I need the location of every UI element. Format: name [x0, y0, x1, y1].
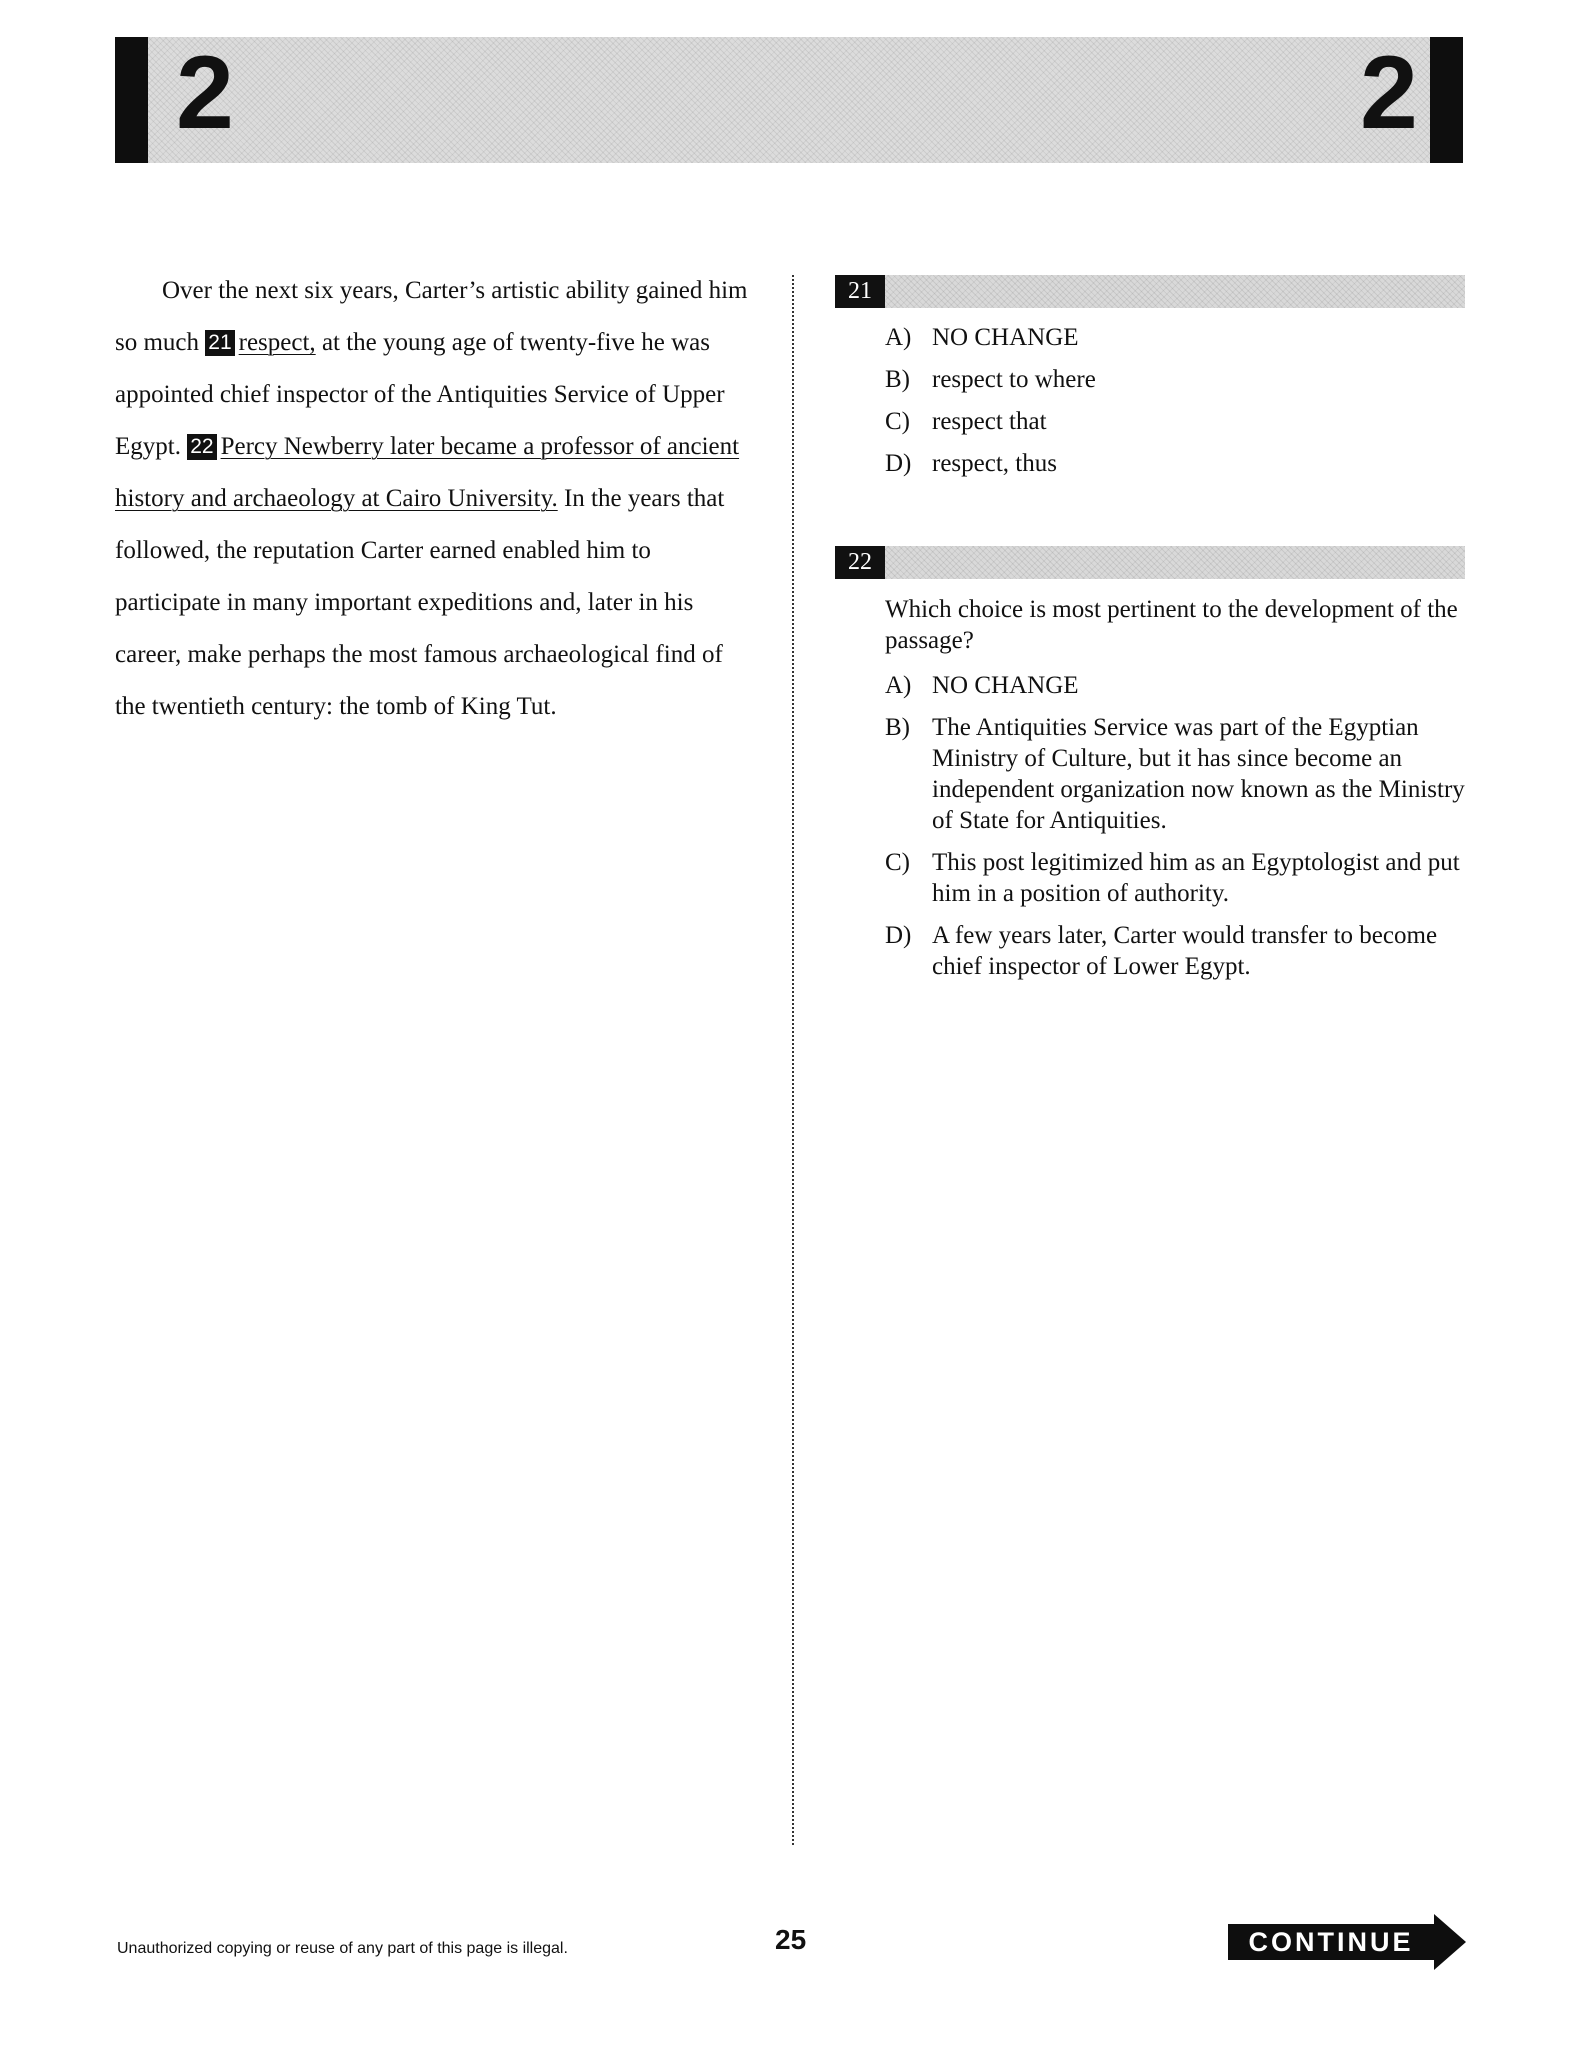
option-letter: C) — [885, 408, 910, 435]
question-21 — [885, 322, 1465, 490]
continue-label: CONTINUE — [1248, 1927, 1414, 1957]
continue-button[interactable] — [1228, 1914, 1466, 1970]
passage-paragraph — [115, 265, 755, 733]
answer-option-22-a[interactable] — [885, 670, 1465, 701]
answer-option-21-d[interactable] — [885, 448, 1465, 479]
page-number: 25 — [775, 1924, 807, 1955]
option-text: This post legitimized him as an Egyptologist and put him in a position of authority. — [932, 849, 1460, 907]
question-number-22: 22 — [835, 546, 885, 579]
option-text: NO CHANGE — [932, 324, 1079, 351]
answer-option-21-c[interactable] — [885, 406, 1465, 437]
underlined-portion-22: Percy Newberry later became a professor of ancient history and archaeology at Cairo University. — [115, 433, 740, 512]
section-header-band — [115, 37, 1463, 163]
question-marker-21: 21 — [205, 330, 234, 356]
copyright-notice: Unauthorized copying or reuse of any part of this page is illegal. — [117, 1940, 568, 1957]
answer-option-21-b[interactable] — [885, 364, 1465, 395]
question-22 — [885, 594, 1465, 993]
option-text: respect to where — [932, 366, 1096, 393]
question-stem-22: Which choice is most pertinent to the development of the passage? — [885, 596, 1458, 654]
underlined-portion-21: respect, — [238, 329, 316, 356]
section-number-right: 2 — [1360, 35, 1418, 151]
option-letter: A) — [885, 672, 912, 699]
option-letter: D) — [885, 450, 912, 477]
answer-option-22-c[interactable] — [885, 847, 1465, 909]
option-text: NO CHANGE — [932, 672, 1079, 699]
question-header-22 — [835, 546, 1465, 579]
option-text: The Antiquities Service was part of the Egyptian Ministry of Culture, but it has since become an independent organization now known as the Ministry of State for Antiquities. — [932, 714, 1465, 834]
answer-option-21-a[interactable] — [885, 322, 1465, 353]
question-number-21: 21 — [835, 275, 885, 308]
option-letter: C) — [885, 849, 910, 876]
option-letter: B) — [885, 714, 910, 741]
section-header-bar-right — [1430, 37, 1463, 163]
option-text: A few years later, Carter would transfer to become chief inspector of Lower Egypt. — [932, 922, 1438, 980]
option-text: respect that — [932, 408, 1047, 435]
passage — [115, 265, 755, 733]
passage-text: In the years that followed, the reputation Carter earned enabled him to participate in many important expeditions and, later in his career, make perhaps the most famous archaeological find of the twentieth century: the tomb of King Tut. — [115, 485, 725, 720]
answer-option-22-b[interactable] — [885, 712, 1465, 836]
option-letter: B) — [885, 366, 910, 393]
option-letter: D) — [885, 922, 912, 949]
answer-option-22-d[interactable] — [885, 920, 1465, 982]
section-header-bar-left — [115, 37, 148, 163]
passage-text: at the young age of twenty-five he was appointed chief inspector of the Antiquities Service of Upper Egypt. — [115, 329, 725, 460]
column-divider — [792, 275, 794, 1845]
section-number-left: 2 — [176, 35, 234, 151]
option-letter: A) — [885, 324, 912, 351]
question-marker-22: 22 — [187, 434, 216, 460]
option-text: respect, thus — [932, 450, 1057, 477]
passage-text: Over the next six years, Carter’s artistic ability gained him so much — [115, 277, 748, 356]
question-header-21 — [835, 275, 1465, 308]
